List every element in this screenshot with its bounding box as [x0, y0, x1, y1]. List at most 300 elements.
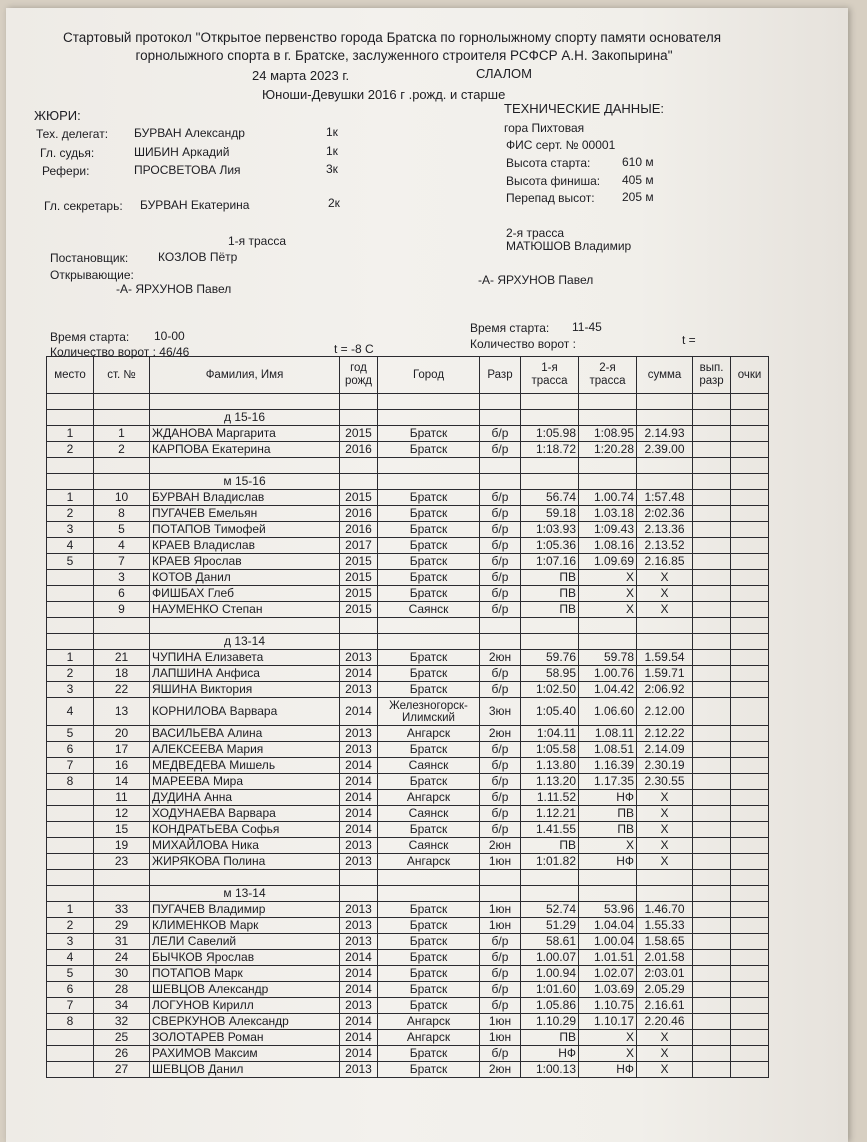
- jury-role: Гл. судья:: [40, 146, 95, 160]
- empty-cell: [150, 618, 340, 634]
- cell: МЕДВЕДЕВА Мишель: [150, 758, 340, 774]
- table-row: [47, 1062, 769, 1078]
- cell: 1юн: [480, 1014, 521, 1030]
- cell: [47, 806, 94, 822]
- cell: Ангарск: [378, 1030, 480, 1046]
- empty-cell: [94, 634, 150, 650]
- cell: 1.58.65: [637, 934, 693, 950]
- cell: Братск: [378, 682, 480, 698]
- cell: 3: [47, 682, 94, 698]
- cell: 51.29: [521, 918, 579, 934]
- cell: 1.00.07: [521, 950, 579, 966]
- empty-cell: [693, 774, 731, 790]
- cell: ЛЕЛИ Савелий: [150, 934, 340, 950]
- cell: 1.13.20: [521, 774, 579, 790]
- cell: 2014: [340, 1046, 378, 1062]
- column-header: Фамилия, Имя: [150, 357, 340, 394]
- cell: 3: [94, 570, 150, 586]
- cell: 1: [47, 650, 94, 666]
- cell: 3юн: [480, 698, 521, 726]
- cell: б/р: [480, 806, 521, 822]
- cell: б/р: [480, 586, 521, 602]
- cell: б/р: [480, 554, 521, 570]
- cell: 31: [94, 934, 150, 950]
- cell: 12: [94, 806, 150, 822]
- table-row: [47, 490, 769, 506]
- jury-title: ЖЮРИ:: [34, 108, 81, 123]
- table-row: [47, 822, 769, 838]
- cell: 19: [94, 838, 150, 854]
- cell: 27: [94, 1062, 150, 1078]
- empty-cell: [731, 774, 769, 790]
- cell: 2.05.29: [637, 982, 693, 998]
- empty-cell: [340, 634, 378, 650]
- cell: Х: [637, 806, 693, 822]
- tech-mountain: гора Пихтовая: [504, 121, 585, 135]
- cell: Х: [637, 586, 693, 602]
- cell: ЯШИНА Виктория: [150, 682, 340, 698]
- cell: 2014: [340, 698, 378, 726]
- empty-cell: [731, 838, 769, 854]
- empty-cell: [579, 886, 637, 902]
- table-row: [47, 854, 769, 870]
- cell: ПВ: [579, 806, 637, 822]
- empty-cell: [693, 758, 731, 774]
- cell: 2014: [340, 966, 378, 982]
- cell: 2: [47, 506, 94, 522]
- cell: Ангарск: [378, 854, 480, 870]
- empty-cell: [693, 806, 731, 822]
- empty-cell: [731, 506, 769, 522]
- table-row: [47, 790, 769, 806]
- empty-cell: [94, 410, 150, 426]
- cell: КОРНИЛОВА Варвара: [150, 698, 340, 726]
- course1-start-label: Время старта:: [50, 330, 130, 344]
- spacer-row: [47, 394, 769, 410]
- course1-title: 1-я трасса: [228, 234, 287, 248]
- course1-setter: КОЗЛОВ Пётр: [158, 250, 238, 264]
- course2-temperature: t =: [682, 333, 696, 347]
- jury-rank: 1к: [326, 144, 338, 158]
- cell: Х: [637, 790, 693, 806]
- group-title: м 13-14: [150, 886, 340, 902]
- cell: Х: [637, 1030, 693, 1046]
- empty-cell: [340, 410, 378, 426]
- cell: 26: [94, 1046, 150, 1062]
- cell: 20: [94, 726, 150, 742]
- column-header: ст. №: [94, 357, 150, 394]
- empty-cell: [637, 474, 693, 490]
- cell: [47, 1030, 94, 1046]
- cell: 2юн: [480, 838, 521, 854]
- empty-cell: [731, 1014, 769, 1030]
- course1-start-time: 10-00: [154, 329, 185, 343]
- cell: 1юн: [480, 902, 521, 918]
- cell: 2.13.36: [637, 522, 693, 538]
- protocol-title-line1: Стартовый протокол "Открытое первенство города Братска по горнолыжному спорту памяти основателя: [62, 30, 722, 45]
- cell: ЖДАНОВА Маргарита: [150, 426, 340, 442]
- cell: 2.14.09: [637, 742, 693, 758]
- empty-cell: [731, 410, 769, 426]
- column-header: очки: [731, 357, 769, 394]
- cell: 14: [94, 774, 150, 790]
- cell: Железногорск-Илимский: [378, 698, 480, 726]
- jury-name: ПРОСВЕТОВА Лия: [134, 163, 241, 177]
- cell: ПВ: [521, 602, 579, 618]
- empty-cell: [693, 410, 731, 426]
- tech-value: 610 м: [622, 155, 654, 169]
- cell: [47, 822, 94, 838]
- tech-value: 205 м: [622, 190, 654, 204]
- spacer-row: [47, 618, 769, 634]
- cell: 2017: [340, 538, 378, 554]
- empty-cell: [579, 870, 637, 886]
- cell: Х: [637, 1046, 693, 1062]
- empty-cell: [731, 870, 769, 886]
- empty-cell: [693, 554, 731, 570]
- empty-cell: [579, 474, 637, 490]
- cell: Братск: [378, 650, 480, 666]
- column-header: место: [47, 357, 94, 394]
- table-row: [47, 742, 769, 758]
- empty-cell: [731, 950, 769, 966]
- table-row: [47, 966, 769, 982]
- empty-cell: [521, 618, 579, 634]
- table-row: [47, 442, 769, 458]
- table-row: [47, 918, 769, 934]
- cell: Братск: [378, 774, 480, 790]
- empty-cell: [637, 634, 693, 650]
- cell: 1.10.29: [521, 1014, 579, 1030]
- cell: 2014: [340, 774, 378, 790]
- cell: 9: [94, 602, 150, 618]
- spacer-row: [47, 458, 769, 474]
- tech-label: Перепад высот:: [506, 191, 595, 205]
- cell: б/р: [480, 602, 521, 618]
- cell: БУРВАН Владислав: [150, 490, 340, 506]
- cell: НАУМЕНКО Степан: [150, 602, 340, 618]
- empty-cell: [378, 458, 480, 474]
- empty-cell: [731, 490, 769, 506]
- cell: Х: [579, 1030, 637, 1046]
- empty-cell: [693, 426, 731, 442]
- empty-cell: [637, 870, 693, 886]
- empty-cell: [378, 618, 480, 634]
- course2-opener: -А- ЯРХУНОВ Павел: [478, 273, 594, 287]
- empty-cell: [94, 474, 150, 490]
- cell: б/р: [480, 950, 521, 966]
- empty-cell: [94, 886, 150, 902]
- empty-cell: [731, 934, 769, 950]
- cell: б/р: [480, 490, 521, 506]
- cell: Х: [579, 602, 637, 618]
- empty-cell: [693, 602, 731, 618]
- cell: 1.04.42: [579, 682, 637, 698]
- cell: Саянск: [378, 806, 480, 822]
- tech-value: 405 м: [622, 173, 654, 187]
- cell: 13: [94, 698, 150, 726]
- cell: 2013: [340, 918, 378, 934]
- cell: Братск: [378, 570, 480, 586]
- empty-cell: [378, 886, 480, 902]
- empty-cell: [731, 650, 769, 666]
- cell: НФ: [521, 1046, 579, 1062]
- empty-cell: [94, 458, 150, 474]
- cell: 1.06.60: [579, 698, 637, 726]
- cell: 2юн: [480, 1062, 521, 1078]
- table-row: [47, 982, 769, 998]
- empty-cell: [480, 394, 521, 410]
- cell: БЫЧКОВ Ярослав: [150, 950, 340, 966]
- cell: 3: [47, 934, 94, 950]
- cell: Братск: [378, 982, 480, 998]
- empty-cell: [731, 998, 769, 1014]
- cell: 1.16.39: [579, 758, 637, 774]
- cell: 59.78: [579, 650, 637, 666]
- cell: 4: [47, 698, 94, 726]
- cell: 2.01.58: [637, 950, 693, 966]
- cell: 2014: [340, 822, 378, 838]
- cell: ФИШБАХ Глеб: [150, 586, 340, 602]
- cell: б/р: [480, 934, 521, 950]
- cell: 5: [47, 966, 94, 982]
- empty-cell: [693, 698, 731, 726]
- empty-cell: [693, 1062, 731, 1078]
- table-row: [47, 1030, 769, 1046]
- cell: НФ: [579, 1062, 637, 1078]
- cell: Братск: [378, 966, 480, 982]
- empty-cell: [94, 870, 150, 886]
- cell: 2013: [340, 682, 378, 698]
- cell: 1.08.51: [579, 742, 637, 758]
- cell: 8: [47, 1014, 94, 1030]
- cell: 8: [47, 774, 94, 790]
- cell: 5: [94, 522, 150, 538]
- cell: 1.05.86: [521, 998, 579, 1014]
- cell: ЛАПШИНА Анфиса: [150, 666, 340, 682]
- cell: 1:01.60: [521, 982, 579, 998]
- cell: 33: [94, 902, 150, 918]
- empty-cell: [521, 394, 579, 410]
- table-header-row: [47, 357, 769, 394]
- empty-cell: [150, 394, 340, 410]
- group-row: [47, 410, 769, 426]
- cell: Братск: [378, 1046, 480, 1062]
- cell: 8: [94, 506, 150, 522]
- empty-cell: [340, 886, 378, 902]
- empty-cell: [150, 870, 340, 886]
- cell: 1.01.51: [579, 950, 637, 966]
- empty-cell: [693, 506, 731, 522]
- empty-cell: [693, 650, 731, 666]
- group-title: д 13-14: [150, 634, 340, 650]
- empty-cell: [340, 618, 378, 634]
- cell: Х: [637, 570, 693, 586]
- start-protocol-sheet: [6, 8, 848, 1142]
- cell: б/р: [480, 790, 521, 806]
- cell: 1.10.75: [579, 998, 637, 1014]
- empty-cell: [731, 902, 769, 918]
- cell: Ангарск: [378, 1014, 480, 1030]
- cell: 2.16.61: [637, 998, 693, 1014]
- empty-cell: [47, 394, 94, 410]
- cell: 1:05.36: [521, 538, 579, 554]
- empty-cell: [150, 458, 340, 474]
- empty-cell: [731, 522, 769, 538]
- empty-cell: [47, 618, 94, 634]
- empty-cell: [693, 570, 731, 586]
- cell: 11: [94, 790, 150, 806]
- empty-cell: [47, 458, 94, 474]
- cell: 1:08.95: [579, 426, 637, 442]
- empty-cell: [731, 790, 769, 806]
- empty-cell: [340, 394, 378, 410]
- cell: ПУГАЧЕВ Владимир: [150, 902, 340, 918]
- empty-cell: [693, 790, 731, 806]
- cell: 1.17.35: [579, 774, 637, 790]
- cell: Братск: [378, 442, 480, 458]
- group-row: [47, 634, 769, 650]
- jury-rank: 3к: [326, 162, 338, 176]
- cell: 1.00.76: [579, 666, 637, 682]
- tech-title: ТЕХНИЧЕСКИЕ ДАННЫЕ:: [504, 101, 664, 116]
- table-row: [47, 506, 769, 522]
- column-header: сумма: [637, 357, 693, 394]
- empty-cell: [731, 758, 769, 774]
- cell: 3: [47, 522, 94, 538]
- cell: ЛОГУНОВ Кирилл: [150, 998, 340, 1014]
- cell: ПВ: [579, 822, 637, 838]
- cell: [47, 586, 94, 602]
- empty-cell: [47, 474, 94, 490]
- empty-cell: [480, 474, 521, 490]
- course2-start-label: Время старта:: [470, 321, 550, 335]
- group-row: [47, 886, 769, 902]
- table-row: [47, 934, 769, 950]
- table-row: [47, 650, 769, 666]
- cell: б/р: [480, 570, 521, 586]
- empty-cell: [731, 554, 769, 570]
- empty-cell: [731, 634, 769, 650]
- jury-name: БУРВАН Александр: [134, 126, 245, 140]
- cell: 25: [94, 1030, 150, 1046]
- empty-cell: [521, 458, 579, 474]
- cell: НФ: [579, 790, 637, 806]
- cell: 6: [47, 742, 94, 758]
- empty-cell: [579, 410, 637, 426]
- empty-cell: [731, 1062, 769, 1078]
- empty-cell: [480, 410, 521, 426]
- cell: 2.12.00: [637, 698, 693, 726]
- empty-cell: [731, 918, 769, 934]
- cell: 4: [47, 538, 94, 554]
- cell: 56.74: [521, 490, 579, 506]
- cell: 2013: [340, 838, 378, 854]
- column-header: Город: [378, 357, 480, 394]
- cell: б/р: [480, 682, 521, 698]
- cell: [47, 838, 94, 854]
- empty-cell: [731, 806, 769, 822]
- course1-gates: Количество ворот : 46/46: [50, 345, 190, 359]
- empty-cell: [521, 634, 579, 650]
- cell: Братск: [378, 506, 480, 522]
- cell: 6: [94, 586, 150, 602]
- cell: Братск: [378, 918, 480, 934]
- table-row: [47, 1046, 769, 1062]
- cell: 2014: [340, 1014, 378, 1030]
- cell: б/р: [480, 998, 521, 1014]
- course1-temperature: t = -8 С: [334, 342, 374, 356]
- empty-cell: [693, 726, 731, 742]
- course1-setter-label: Постановщик:: [50, 251, 129, 265]
- cell: 1:05.40: [521, 698, 579, 726]
- cell: 17: [94, 742, 150, 758]
- column-header: 2-я трасса: [579, 357, 637, 394]
- group-title: д 15-16: [150, 410, 340, 426]
- cell: 32: [94, 1014, 150, 1030]
- empty-cell: [693, 742, 731, 758]
- tech-label: Высота финиша:: [506, 174, 601, 188]
- cell: 1.08.16: [579, 538, 637, 554]
- empty-cell: [693, 1030, 731, 1046]
- empty-cell: [731, 682, 769, 698]
- cell: МИХАЙЛОВА Ника: [150, 838, 340, 854]
- cell: 2014: [340, 666, 378, 682]
- table-row: [47, 698, 769, 726]
- cell: 18: [94, 666, 150, 682]
- cell: 21: [94, 650, 150, 666]
- cell: Х: [637, 1062, 693, 1078]
- empty-cell: [521, 886, 579, 902]
- cell: 5: [47, 554, 94, 570]
- table-row: [47, 902, 769, 918]
- cell: 1:04.11: [521, 726, 579, 742]
- cell: 1:57.48: [637, 490, 693, 506]
- cell: 2015: [340, 426, 378, 442]
- cell: Братск: [378, 522, 480, 538]
- empty-cell: [731, 886, 769, 902]
- table-row: [47, 950, 769, 966]
- cell: Братск: [378, 666, 480, 682]
- cell: 53.96: [579, 902, 637, 918]
- table-row: [47, 602, 769, 618]
- cell: 22: [94, 682, 150, 698]
- table-row: [47, 726, 769, 742]
- empty-cell: [731, 394, 769, 410]
- cell: ПВ: [521, 838, 579, 854]
- cell: Х: [579, 838, 637, 854]
- cell: 1.12.21: [521, 806, 579, 822]
- table-row: [47, 682, 769, 698]
- cell: Братск: [378, 538, 480, 554]
- empty-cell: [693, 666, 731, 682]
- cell: 2.30.19: [637, 758, 693, 774]
- empty-cell: [693, 1014, 731, 1030]
- cell: Братск: [378, 822, 480, 838]
- empty-cell: [693, 886, 731, 902]
- cell: ПОТАПОВ Марк: [150, 966, 340, 982]
- cell: ПУГАЧЕВ Емельян: [150, 506, 340, 522]
- cell: 2: [47, 918, 94, 934]
- category: Юноши-Девушки 2016 г .рожд. и старше: [262, 87, 506, 102]
- cell: Саянск: [378, 838, 480, 854]
- cell: 2.12.22: [637, 726, 693, 742]
- cell: 15: [94, 822, 150, 838]
- jury-rank: 2к: [328, 196, 340, 210]
- empty-cell: [693, 822, 731, 838]
- cell: 30: [94, 966, 150, 982]
- cell: 2юн: [480, 726, 521, 742]
